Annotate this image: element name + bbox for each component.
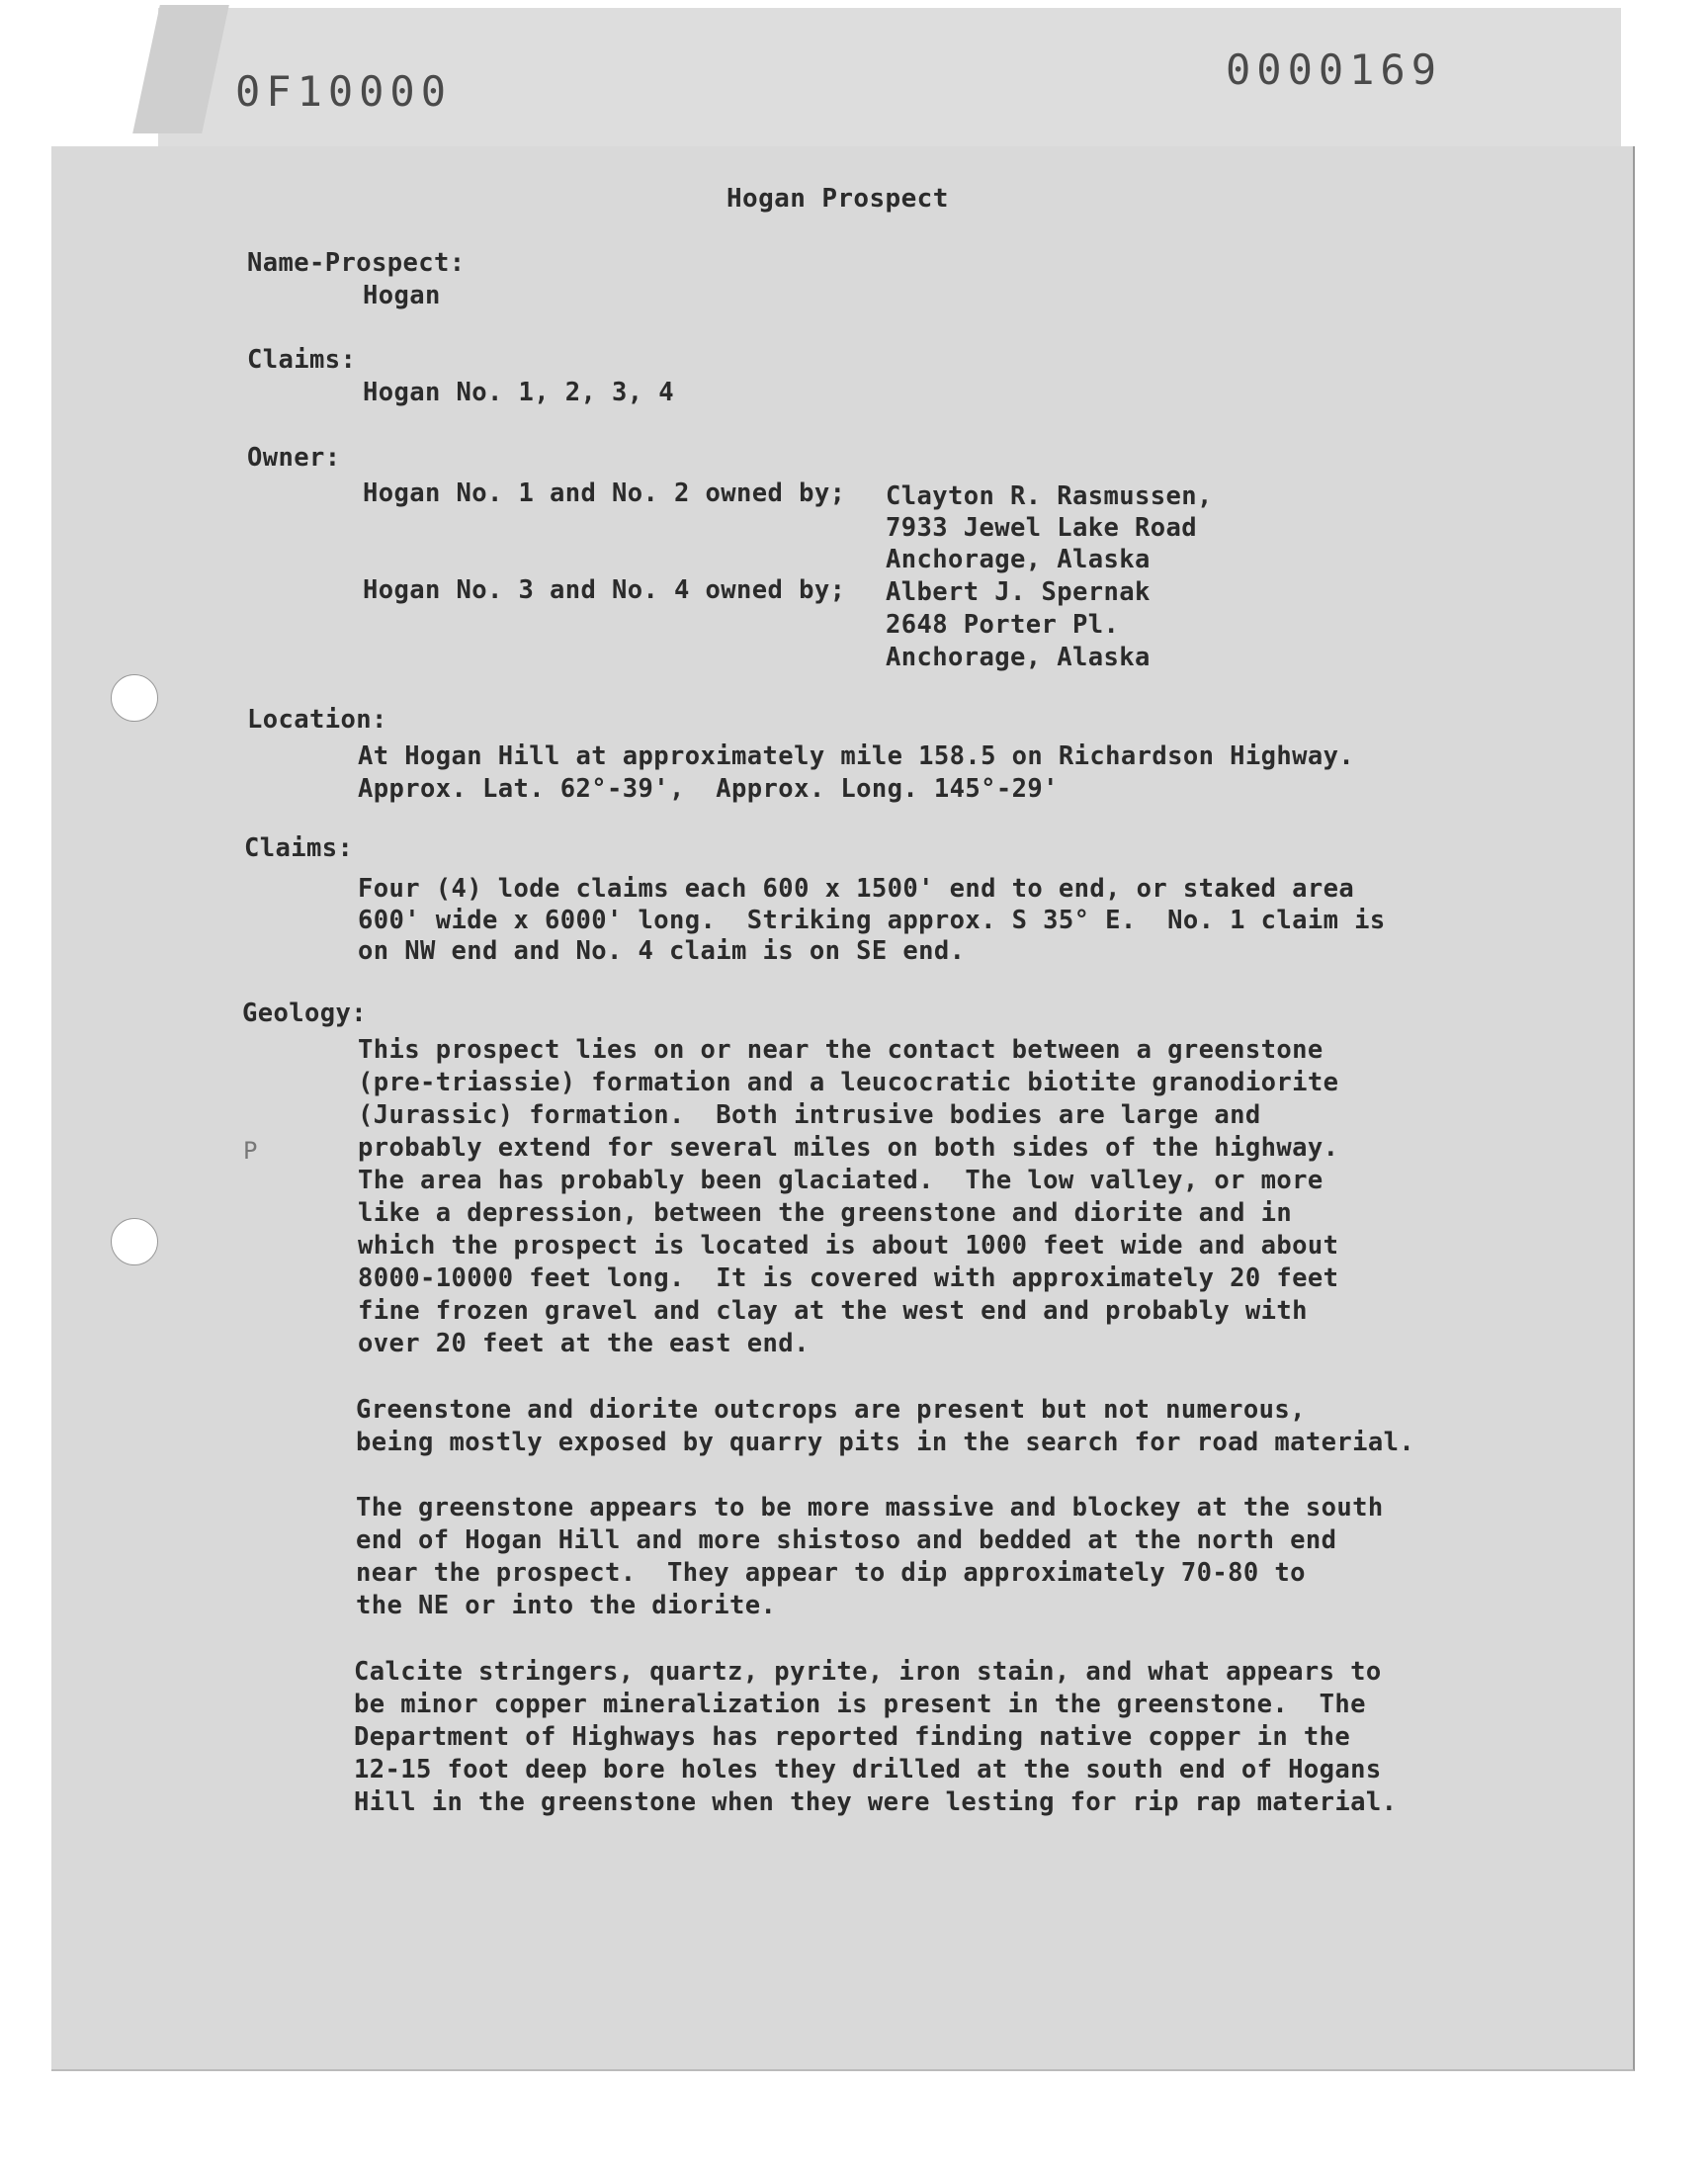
geology-para1-line: 8000-10000 feet long. It is covered with approximately 20 feet [358, 1263, 1339, 1293]
stamp-left-number: 0F10000 [235, 67, 453, 116]
geology-para3-line: The greenstone appears to be more massive and blockey at the south [356, 1493, 1384, 1522]
geology-para1-line: This prospect lies on or near the contact between a greenstone [358, 1035, 1324, 1065]
owner-addr2-line2: Anchorage, Alaska [886, 643, 1151, 672]
owner-addr2-line1: 2648 Porter Pl. [886, 610, 1120, 640]
geology-para4-line: be minor copper mineralization is present in the greenstone. The [354, 1690, 1366, 1719]
geology-para1-line: fine frozen gravel and clay at the west end and probably with [358, 1296, 1308, 1326]
location-line2: Approx. Lat. 62°-39', Approx. Long. 145°-29' [358, 774, 1059, 804]
claims2-line: Four (4) lode claims each 600 x 1500' end to end, or staked area [358, 874, 1355, 904]
name-prospect-value: Hogan [363, 281, 441, 310]
geology-para1-line: like a depression, between the greenstone and diorite and in [358, 1198, 1293, 1228]
owner-line1-left: Hogan No. 1 and No. 2 owned by; [363, 478, 846, 508]
geology-para1-line: which the prospect is located is about 1000 feet wide and about [358, 1231, 1339, 1261]
claims-heading: Claims: [247, 345, 357, 375]
geology-para1-line: (pre-triassie) formation and a leucocratic biotite granodiorite [358, 1068, 1339, 1097]
geology-para1-line: The area has probably been glaciated. The low valley, or more [358, 1166, 1324, 1195]
geology-para3-line: the NE or into the diorite. [356, 1591, 777, 1620]
document-title: Hogan Prospect [726, 184, 949, 214]
claims2-line: on NW end and No. 4 claim is on SE end. [358, 936, 966, 966]
geology-para4-line: Calcite stringers, quartz, pyrite, iron stain, and what appears to [354, 1657, 1382, 1687]
geology-para4-line: 12-15 foot deep bore holes they drilled at the south end of Hogans [354, 1755, 1382, 1784]
geology-para3-line: end of Hogan Hill and more shistoso and bedded at the north end [356, 1525, 1337, 1555]
stamp-right-number: 0000169 [1226, 45, 1443, 94]
name-prospect-heading: Name-Prospect: [247, 248, 466, 278]
owner-addr1-line2: Anchorage, Alaska [886, 545, 1151, 574]
claims-value: Hogan No. 1, 2, 3, 4 [363, 378, 675, 407]
geology-para4-line: Department of Highways has reported finding native copper in the [354, 1722, 1351, 1752]
owner-line2-right: Albert J. Spernak [886, 577, 1151, 607]
geology-para2-line: being mostly exposed by quarry pits in the search for road material. [356, 1428, 1415, 1457]
owner-heading: Owner: [247, 443, 341, 473]
owner-line1-right: Clayton R. Rasmussen, [886, 481, 1213, 511]
location-heading: Location: [247, 705, 387, 735]
geology-para4-line: Hill in the greenstone when they were lesting for rip rap material. [354, 1787, 1398, 1817]
location-line1: At Hogan Hill at approximately mile 158.5 on Richardson Highway. [358, 741, 1355, 771]
claims2-line: 600' wide x 6000' long. Striking approx. S 35° E. No. 1 claim is [358, 906, 1386, 935]
owner-addr1-line1: 7933 Jewel Lake Road [886, 513, 1198, 543]
geology-para1-line: over 20 feet at the east end. [358, 1329, 810, 1358]
geology-para1-line: (Jurassic) formation. Both intrusive bodies are large and [358, 1100, 1261, 1130]
margin-mark: P [243, 1137, 258, 1165]
owner-line2-left: Hogan No. 3 and No. 4 owned by; [363, 575, 846, 605]
geology-para3-line: near the prospect. They appear to dip approximately 70-80 to [356, 1558, 1306, 1588]
geology-para1-line: probably extend for several miles on both sides of the highway. [358, 1133, 1339, 1163]
geology-heading: Geology: [242, 999, 368, 1028]
geology-para2-line: Greenstone and diorite outcrops are present but not numerous, [356, 1395, 1306, 1425]
claims2-heading: Claims: [244, 833, 354, 863]
